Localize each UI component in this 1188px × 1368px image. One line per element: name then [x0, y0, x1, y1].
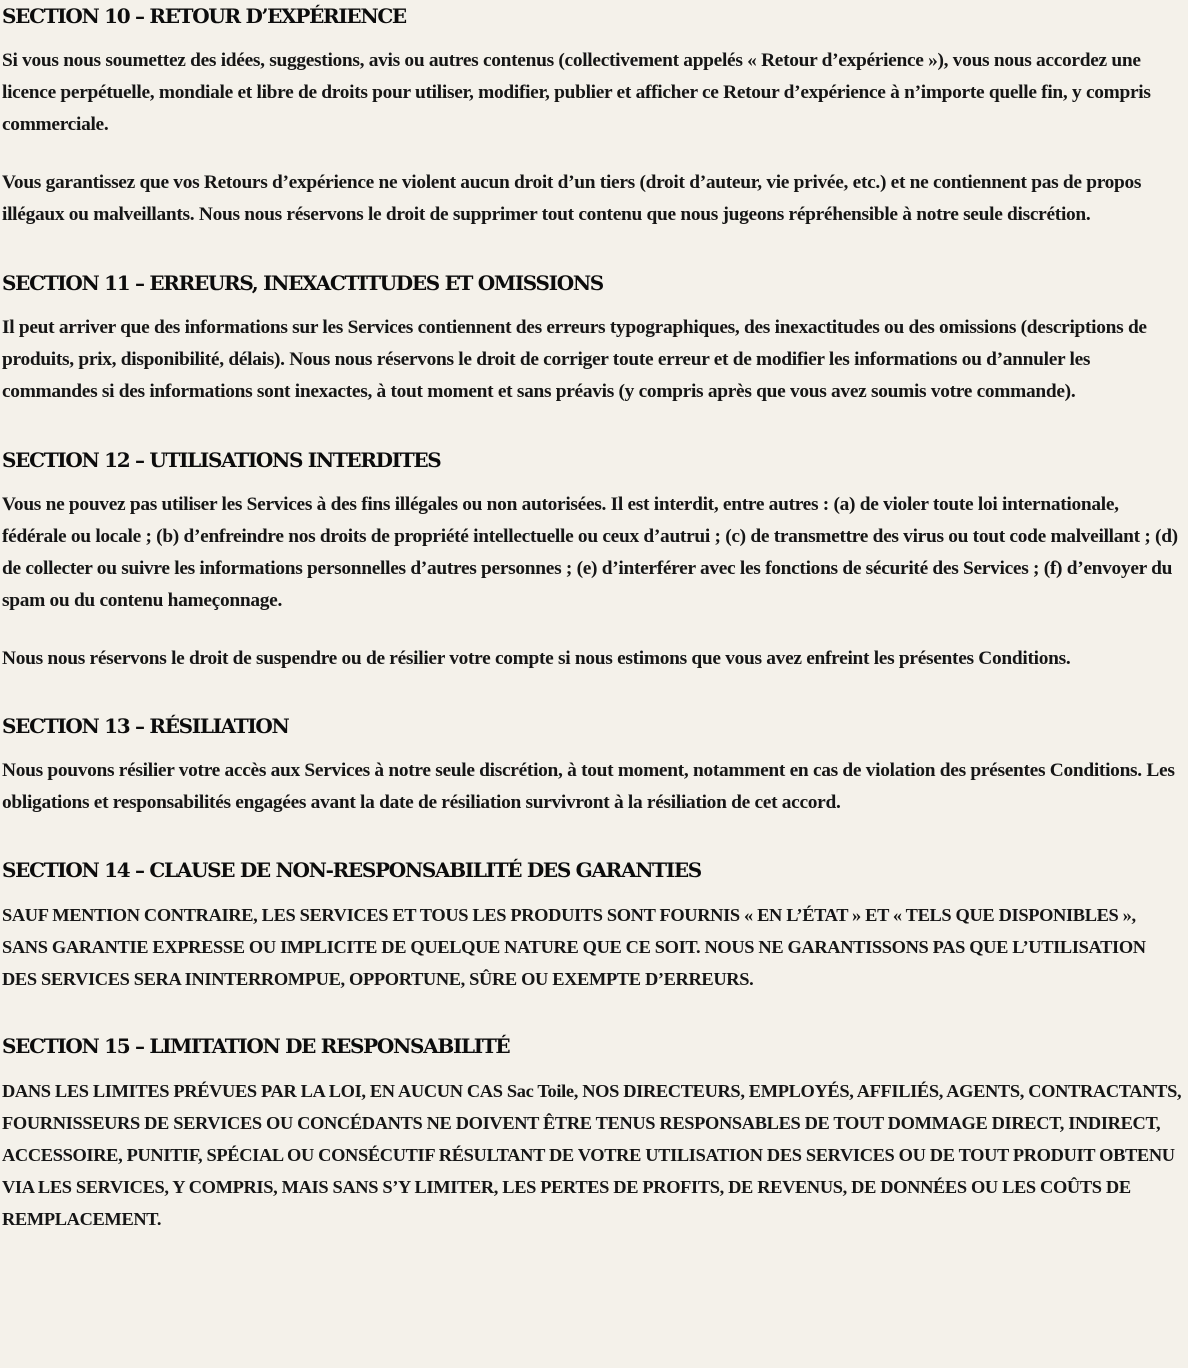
section-12 — [2, 444, 1184, 675]
section-10-paragraph-2: Vous garantissez que vos Retours d’expérience ne violent aucun droit d’un tiers (droit d’auteur, vie privée, etc.) et ne contiennent pas de propos illégaux ou malveillants. Nous nous réservons le droit de supprimer tout contenu que nous jugeons répréhensible à notre seule discrétion. — [2, 172, 1142, 225]
section-10 — [2, 0, 1184, 231]
section-10-title: SECTION 10 – RETOUR D’EXPÉRIENCE — [2, 4, 406, 28]
section-13-paragraph-1: Nous pouvons résilier votre accès aux Services à notre seule discrétion, à tout moment, notamment en cas de violation des présentes Conditions. Les obligations et responsabilités engagées avant la date de résiliation survivront à la résiliation de cet accord. — [2, 760, 1175, 813]
section-10-paragraph-1: Si vous nous soumettez des idées, suggestions, avis ou autres contenus (collectivement appelés « Retour d’expérience »), vous nous accordez une licence perpétuelle, mondiale et libre de droits pour utiliser, modifier, publier et afficher ce Retour d’expérience à n’importe quelle fin, y compris commerciale. — [2, 50, 1151, 135]
section-11-title: SECTION 11 – ERREURS, INEXACTITUDES ET OMISSIONS — [2, 271, 603, 295]
section-13 — [2, 710, 1184, 819]
section-15-paragraph-1: DANS LES LIMITES PRÉVUES PAR LA LOI, EN AUCUN CAS Sac Toile, NOS DIRECTEURS, EMPLOYÉS, AFFILIÉS, AGENTS, CONTRACTANTS, FOURNISSEURS DE SERVICES OU CONCÉDANTS NE DOIVENT ÊTRE TENUS RESPONSABLES DE TOUT DOMMAGE DIRECT, INDIRECT, ACCESSOIRE, PUNITIF, SPÉCIAL OU CONSÉCUTIF RÉSULTANT DE VOTRE UTILISATION DES SERVICES OU DE TOUT PRODUIT OBTENU VIA LES SERVICES, Y COMPRIS, MAIS SANS S’Y LIMITER, LES PERTES DE PROFITS, DE REVENUS, DE DONNÉES OU LES COÛTS DE REMPLACEMENT. — [2, 1081, 1182, 1229]
section-14 — [2, 854, 1184, 995]
section-11 — [2, 267, 1184, 408]
section-14-title: SECTION 14 – CLAUSE DE NON-RESPONSABILITÉ DES GARANTIES — [2, 858, 701, 882]
section-14-paragraph-1: SAUF MENTION CONTRAIRE, LES SERVICES ET TOUS LES PRODUITS SONT FOURNIS « EN L’ÉTAT » ET « TELS QUE DISPONIBLES », SANS GARANTIE EXPRESSE OU IMPLICITE DE QUELQUE NATURE QUE CE SOIT. NOUS NE GARANTISSONS PAS QUE L’UTILISATION DES SERVICES SERA ININTERROMPUE, OPPORTUNE, SÛRE OU EXEMPTE D’ERREURS. — [2, 905, 1146, 989]
section-13-title: SECTION 13 – RÉSILIATION — [2, 714, 289, 738]
section-11-paragraph-1: Il peut arriver que des informations sur les Services contiennent des erreurs typographiques, des inexactitudes ou des omissions (descriptions de produits, prix, disponibilité, délais). Nous nous réservons le droit de corriger toute erreur et de modifier les informations ou d’annuler les commandes si des informations sont inexactes, à tout moment et sans préavis (y compris après que vous avez soumis votre commande). — [2, 317, 1147, 402]
section-12-title: SECTION 12 – UTILISATIONS INTERDITES — [2, 448, 441, 472]
section-15 — [2, 1030, 1184, 1235]
section-12-paragraph-2: Nous nous réservons le droit de suspendre ou de résilier votre compte si nous estimons que vous avez enfreint les présentes Conditions. — [2, 648, 1071, 669]
section-12-paragraph-1: Vous ne pouvez pas utiliser les Services à des fins illégales ou non autorisées. Il est interdit, entre autres : (a) de violer toute loi internationale, fédérale ou locale ; (b) d’enfreindre nos droits de propriété intellectuelle ou ceux d’autrui ; (c) de transmettre des virus ou tout code malveillant ; (d) de collecter ou suivre les informations personnelles d’autres personnes ; (e) d’interférer avec les fonctions de sécurité des Services ; (f) d’envoyer du spam ou du contenu hameçonnage. — [2, 494, 1178, 611]
section-15-title: SECTION 15 – LIMITATION DE RESPONSABILITÉ — [2, 1034, 510, 1058]
